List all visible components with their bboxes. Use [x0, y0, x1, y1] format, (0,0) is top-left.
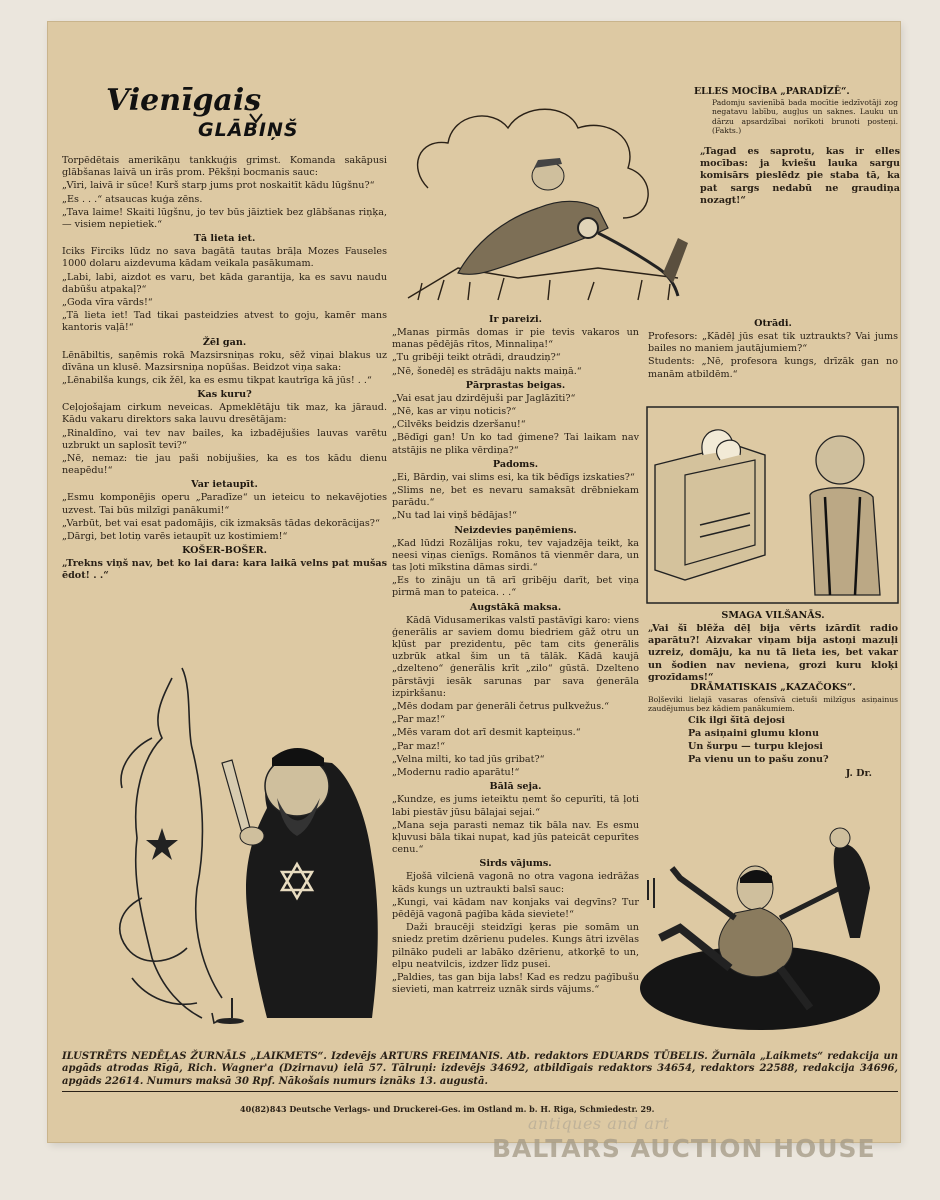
dramatiskais-kazacoks: DRĀMATISKAIS „KAZAČOKS“. Boļševiki lielajā vasaras ofensīvā cietuši milzīgus asiņainus zaudējumus bez kādiem panākumiem. Cik ilgi šītā dejosi Pa asiņaini glumu klonu Un šurpu — turpu klejosi Pa vienu un to pašu zonu? J. Dr.: [648, 682, 898, 779]
paragraph: „Kungi, vai kādam nav konjaks vai degvīns? Tur pēdējā vagonā paģība kāda sieviete!“: [392, 896, 639, 920]
paragraph: „Es . . .“ atsaucas kuģa zēns.: [62, 193, 203, 205]
watermark-tagline: antiques and art: [528, 1114, 670, 1133]
radio-illustration: [645, 405, 900, 605]
heading: Otrādi.: [754, 318, 792, 329]
elles-quote: „Tagad es saprotu, kas ir elles mocības: ja kviešu lauka sargu komisārs pieslēdz pie staba tā, ka pat sargs nedabū ne graudiņa nozagt!“: [700, 146, 900, 206]
paragraph: Students: „Nē, profesora kungs, drīzāk gan no manām atbildēm.“: [648, 356, 898, 380]
elles-intro: Padomju savienībā bada mocītie iedzīvotāji zog negatavu labību, augļus un saknes. Lauku un dārzu apsardzībai norīkoti brunoti posteņi. (Fakts.): [712, 98, 898, 136]
paragraph: „Bēdīgi gan! Un ko tad ģimene? Tai laikam nav atstājis ne plika vērdiņa?“: [392, 432, 639, 456]
paragraph: „Nē, kas ar viņu noticis?“: [392, 406, 517, 418]
paragraph: „Varbūt, bet vai esat padomājis, cik izmaksās tādas dekorācijas?“: [62, 517, 380, 529]
poem-line: Un šurpu — turpu klejosi: [688, 741, 823, 753]
heading: Tā lieta iet.: [193, 233, 256, 245]
poem-line: Pa asiņaini glumu klonu: [688, 728, 820, 740]
paragraph: „Nē, šonedēļ es strādāju nakts maiņā.“: [392, 365, 582, 377]
paragraph: „Nē, nemaz: tie jau paši nobijušies, ka es tos kādu dienu neapēdu!“: [62, 453, 387, 477]
poem-line: Pa vienu un to pašu zonu?: [688, 754, 829, 766]
paragraph: „Vīri, laivā ir sūce! Kurš starp jums prot noskaitīt kādu lūgšnu?“: [62, 180, 375, 192]
field-guard-illustration: [398, 68, 688, 310]
paragraph: Kādā Vidusamerikas valstī pastāvīgi karo: viens ģenerālis ar saviem domu biedriem gāž otru un kļūst par prezidentu, pēc tam cits ģenerālis uzbrūk atkal šim un tā tālāk. Kādā kaujā „dzelteno“ ģenerālis krīt „zilo“ gūstā. Dzelteno pārstāvji iesāk sarunas par sava ģenerāla izpirkšanu:: [392, 614, 639, 699]
paragraph: Profesors: „Kādēļ jūs esat tik uztraukts? Vai jums bailes no maniem jautājumiem?“: [648, 331, 898, 355]
paragraph: Ceļojošajam cirkum neveicas. Apmeklētāju tik maz, ka jāraud. Kādu vakaru direktors saka lauvu dresētājam:: [62, 402, 387, 426]
paragraph: „Par maz!“: [392, 714, 445, 726]
paragraph: „Cilvēks beidzis dzeršanu!“: [392, 419, 526, 431]
paragraph: „Esmu komponējis operu „Paradīze“ un ieteicu to nekavējoties uzvest. Tai būs milzīgi panākumi!“: [62, 492, 387, 516]
paragraph: „Paldies, tas gan bija labs! Kad es redzu paģībušu sievieti, man katrreiz uznāk sirds vājums.“: [392, 971, 639, 996]
left-column: [62, 155, 387, 584]
paragraph: Lēnābiltis, saņēmis rokā Mazsirsniņas roku, sēž viņai blakus uz dīvāna un klusē. Mazsirsniņa nopūšas. Beidzot viņa saka:: [62, 349, 387, 373]
paragraph: „Tava laime! Skaiti lūgšnu, jo tev būs jāiztiek bez glābšanas riņķa, — visiem nepietiek.“: [62, 206, 387, 231]
right-column: [648, 316, 898, 382]
heading: Augstākā maksa.: [469, 601, 562, 613]
paragraph: „Ei, Bārdiņ, vai slims esi, ka tik bēdīgs izskaties?“: [392, 471, 635, 483]
paragraph: Torpēdētais amerikāņu tankkuģis grimst. Komanda sakāpusi glābšanas laivā un irās prom. Pēkšņi bocmanis sauc:: [62, 155, 387, 179]
paragraph: „Manas pirmās domas ir pie tevis vakaros un manas pēdējās rītos, Minnaliņa!“: [392, 327, 639, 351]
paragraph: „Mana seja parasti nemaz tik bāla nav. Es esmu kļuvusi bāla tikai nupat, kad jūs pateicāt cepurītes cenu.“: [392, 819, 639, 856]
paragraph: „Labi, labi, aizdot es varu, bet kāda garantija, ka es savu naudu dabūšu atpakaļ?“: [62, 271, 387, 295]
signature: J. Dr.: [845, 767, 872, 779]
logo-line1: Vienīgais: [106, 83, 262, 118]
paragraph: „Kad lūdzi Rozālijas roku, tev vajadzēja teikt, ka neesi viņas cienīgs. Romānos tā vienmēr dara, un tas ļoti mīkstina dāmas sirdi.“: [392, 537, 639, 574]
heading: Bālā seja.: [489, 781, 542, 793]
elles-title: ELLES MOCĪBA „PARADĪZĒ“.: [694, 86, 850, 97]
poem: [648, 715, 898, 767]
heading: Neizdevies paņēmiens.: [454, 524, 577, 536]
paragraph: „Slims ne, bet es nevaru samaksāt drēbniekam parādu.“: [392, 485, 639, 509]
watermark-brand: BALTARS AUCTION HOUSE: [492, 1134, 876, 1163]
paragraph: Daži braucēji steidzīgi ķeras pie somām un sniedz pretim dzērienu pudeles. Kungs ātri izvēlas pilnāko pudeli ar labāko dzērienu, atkorķē to un, elpu neatvilcis, izdzer līdz pusei.: [392, 922, 639, 970]
paragraph: „Lēnabilša kungs, cik žēl, ka es esmu tikpat kautrīga kā jūs! . .“: [62, 375, 372, 387]
paragraph: „Nu tad lai viņš bēdājas!“: [392, 510, 517, 522]
middle-column: [392, 312, 639, 997]
poem-line: Cik ilgi šītā dejosi: [688, 714, 786, 726]
paragraph: „Tu gribēji teikt otrādi, draudziņ?“: [392, 352, 561, 364]
heading: Pārprastas beigas.: [465, 379, 566, 391]
paragraph: „Es to zināju un tā arī gribēju darīt, bet viņa pirmā man to pateica. . .“: [392, 575, 639, 599]
paragraph: „Goda vīra vārds!“: [62, 297, 153, 309]
heading: KOŠER-BOŠER.: [182, 545, 267, 557]
title-logo: [100, 80, 390, 140]
paragraph: „Dārgi, bet lotiņ varēs ietaupīt uz kostimiem!“: [62, 531, 288, 543]
paragraph: „Kundze, es jums ieteiktu ņemt šo cepurīti, tā ļoti labi piestāv jūsu bālajai sejai.“: [392, 794, 639, 818]
heading: Sirds vājums.: [479, 858, 552, 870]
heading: Ir pareizi.: [488, 314, 543, 325]
kosher-bosher-illustration: [92, 658, 392, 1043]
paragraph: Ejošā vilcienā vagonā no otra vagona iedrāžas kāds kungs un uztraukti balsī sauc:: [392, 871, 639, 895]
paragraph: „Par maz!“: [392, 740, 445, 752]
logo-line2: GLĀBIŅŠ: [198, 119, 299, 140]
paragraph: „Mēs dodam par ģenerāli četrus pulkvežus.“: [392, 701, 610, 713]
heading: Žēl gan.: [202, 336, 247, 348]
paragraph: „Modernu radio aparātu!“: [392, 767, 520, 779]
paragraph: „Rinaldīno, vai tev nav bailes, ka izbadējušies lauvas varētu uzbrukt un saplosīt tevi?“: [62, 427, 387, 451]
paragraph: „Mēs varam dot arī desmit kapteiņus.“: [392, 727, 581, 739]
paragraph: „Tā lieta iet! Tad tikai pasteidzies atvest to goju, kamēr mans kantoris vaļā!“: [62, 310, 387, 334]
heading: Padoms.: [492, 458, 539, 470]
heading: Var ietaupīt.: [191, 479, 258, 491]
smaga-vilsanas: SMAGA VILŠANĀS. „Vai šī blēža dēļ bija vērts izārdīt radio aparātu?! Aizvakar viņam bija astoņi mazuļi uzreiz, domāju, ka nu tā lieta ies, bet vakar un šodien nav neviena, grozi kuru kloķi grozīdams!“: [648, 610, 898, 683]
paragraph: „Trekns viņš nav, bet ko lai dara: kara laikā velns pat mušas ēdot! . .“: [62, 558, 387, 582]
paragraph: „Velna milti, ko tad jūs gribat?“: [392, 753, 545, 765]
heading: Kas kuru?: [197, 389, 252, 401]
dancer-illustration: [640, 808, 896, 1034]
printer-line: 40(82)843 Deutsche Verlags- und Druckerei-Ges. im Ostland m. b. H. Riga, Schmiedestr. 29.: [240, 1104, 655, 1114]
paragraph: Iciks Firciks lūdz no sava bagātā tautas brāļa Mozes Fauseles 1000 dolaru aizdevuma kādam veikala pasākumam.: [62, 246, 387, 270]
imprint-footer: ILUSTRĒTS NEDĒĻAS ŽURNĀLS „LAIKMETS“. Izdevējs ARTURS FREIMANIS. Atb. redaktors EDUARDS TŪBELIS. Žurnāla „Laikmets“ redakcija un apgāds atrodas Rīgā, Rich. Wagner'a (Dzirnavu) ielā 57. Tālruņi: izdevējs 34692, atbildīgais redaktors 34654, redaktors 22588, redakcija 34696, apgāds 22614. Numurs maksā 30 Rpf. Nākošais numurs iznāks 13. augustā.: [62, 1051, 898, 1092]
paragraph: „Vai esat jau dzirdējuši par Jaglāzīti?“: [392, 392, 576, 404]
